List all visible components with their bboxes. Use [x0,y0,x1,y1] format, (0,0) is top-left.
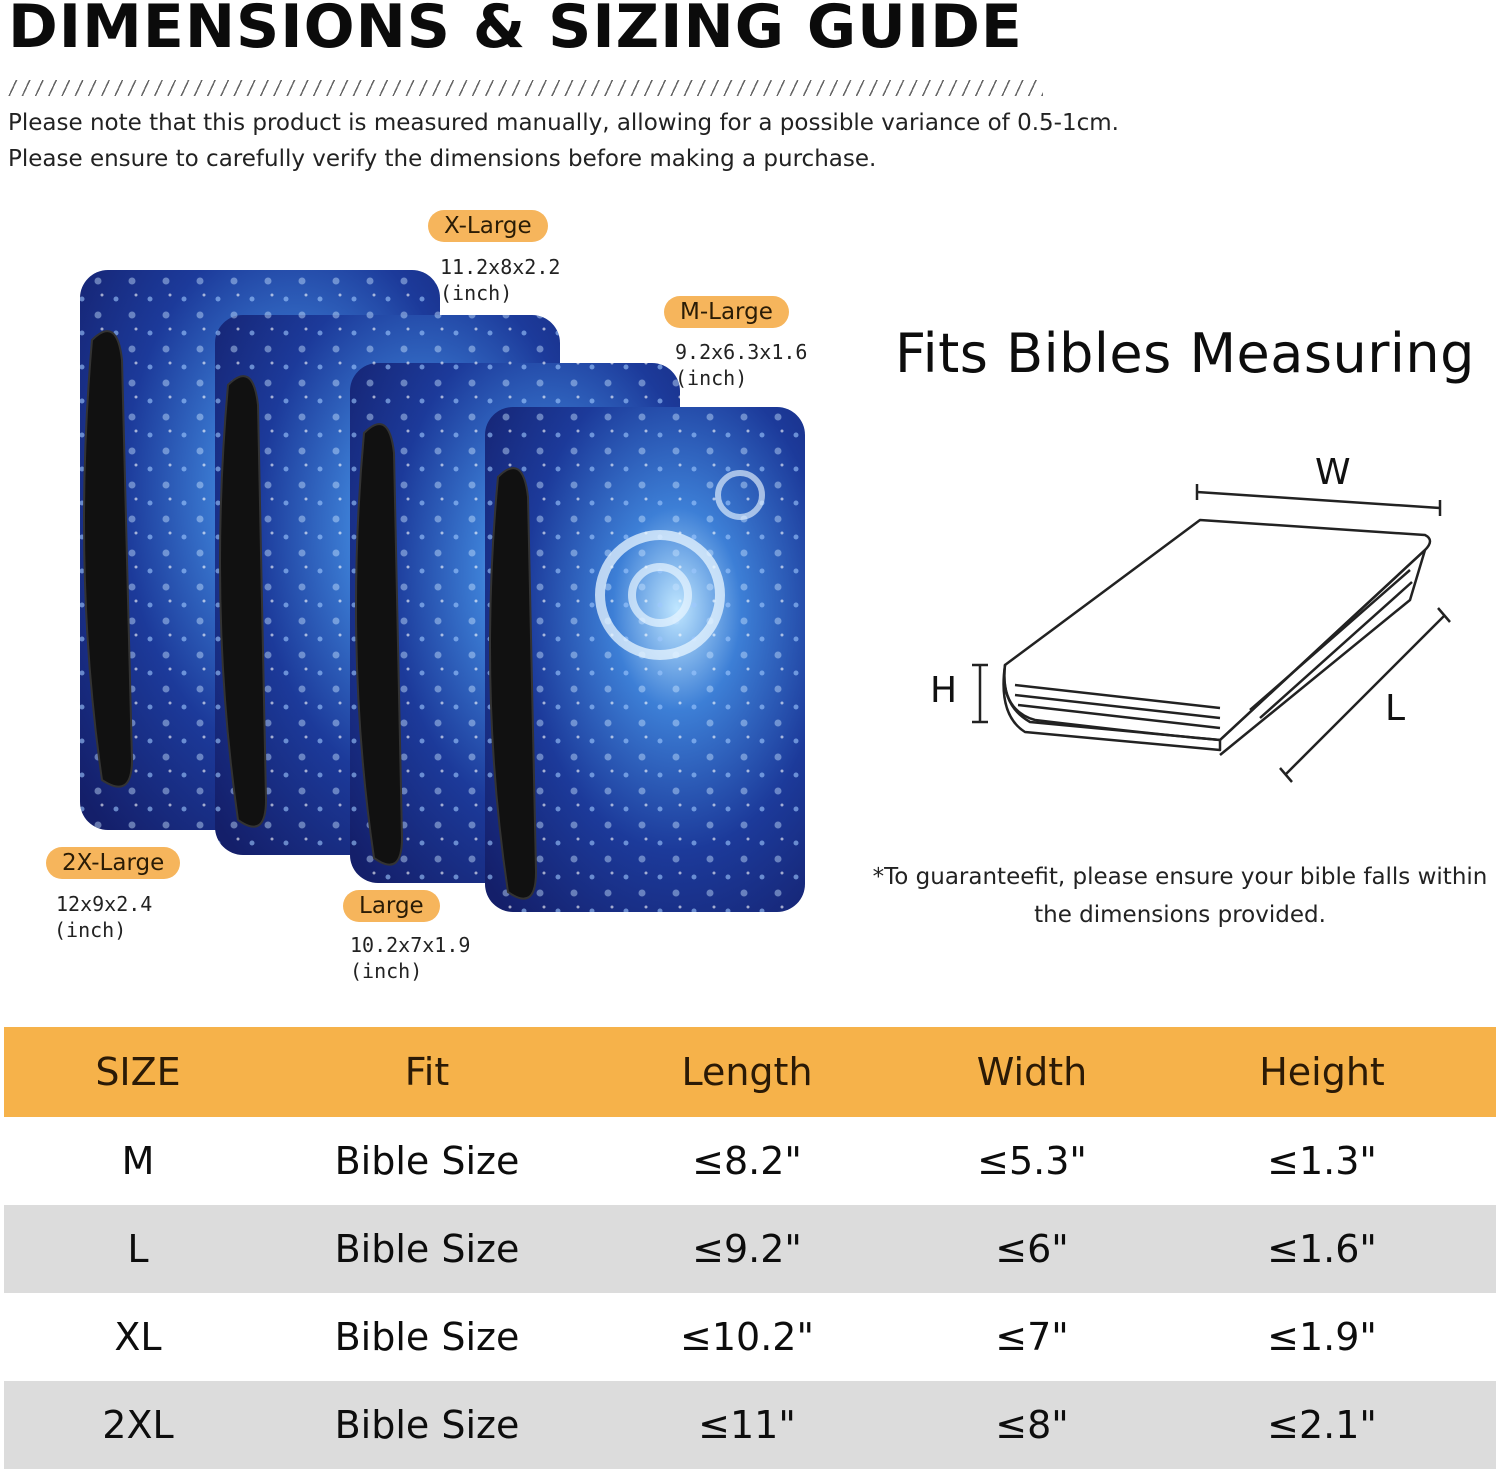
cell-length: ≤10.2" [680,1315,814,1359]
cell-fit: Bible Size [334,1403,520,1447]
cell-fit: Bible Size [334,1315,520,1359]
book-dimension-diagram [920,440,1480,800]
table-row [4,1117,1496,1205]
cell-length: ≤9.2" [692,1227,802,1271]
cell-height: ≤1.3" [1267,1139,1377,1183]
size-pill-2x-large: 2X-Large [46,847,180,879]
size-pill-large: Large [343,890,440,922]
cell-width: ≤5.3" [977,1139,1087,1183]
header-fit: Fit [404,1050,450,1094]
size-dims-m-large: 9.2x6.3x1.6 [675,340,808,364]
cell-size: XL [114,1315,162,1359]
cell-height: ≤2.1" [1267,1403,1377,1447]
size-dims-large: 10.2x7x1.9 [350,933,471,957]
cell-size: L [127,1227,149,1271]
cell-length: ≤8.2" [692,1139,802,1183]
header-size: SIZE [95,1050,181,1094]
cell-fit: Bible Size [334,1227,520,1271]
table-row [4,1381,1496,1469]
guarantee-note: *To guaranteefit, please ensure your bible falls within the dimensions provided. [872,864,1488,928]
header-height: Height [1259,1050,1385,1094]
fits-heading: Fits Bibles Measuring [895,322,1475,385]
size-table [4,1027,1496,1469]
size-unit-2x-large: (inch) [54,918,127,942]
size-dims-x-large: 11.2x8x2.2 [440,255,561,279]
page-title: DIMENSIONS & SIZING GUIDE [8,0,1023,62]
size-unit-x-large: (inch) [440,281,513,305]
header-width: Width [976,1050,1088,1094]
height-label: H [930,670,958,711]
cell-width: ≤8" [995,1403,1069,1447]
length-label: L [1385,688,1406,729]
cell-width: ≤6" [995,1227,1069,1271]
size-dims-2x-large: 12x9x2.4 [56,892,153,916]
cell-height: ≤1.6" [1267,1227,1377,1271]
size-pill-m-large: M-Large [664,296,789,328]
cell-height: ≤1.9" [1267,1315,1377,1359]
table-row [4,1293,1496,1381]
cell-width: ≤7" [995,1315,1069,1359]
header-length: Length [681,1050,813,1094]
size-unit-m-large: (inch) [675,366,748,390]
measurement-note: Please note that this product is measured manually, allowing for a possible variance of 0.5-1cm. [8,110,1119,136]
table-header-row [4,1027,1496,1117]
width-label: W [1315,452,1351,493]
cell-fit: Bible Size [334,1139,520,1183]
cell-size: 2XL [102,1403,174,1447]
size-unit-large: (inch) [350,959,423,983]
hatch-divider [8,80,1043,96]
size-pill-x-large: X-Large [428,210,548,242]
cell-size: M [121,1139,155,1183]
table-row [4,1205,1496,1293]
cell-length: ≤11" [698,1403,796,1447]
verify-note: Please ensure to carefully verify the dimensions before making a purchase. [8,146,877,172]
